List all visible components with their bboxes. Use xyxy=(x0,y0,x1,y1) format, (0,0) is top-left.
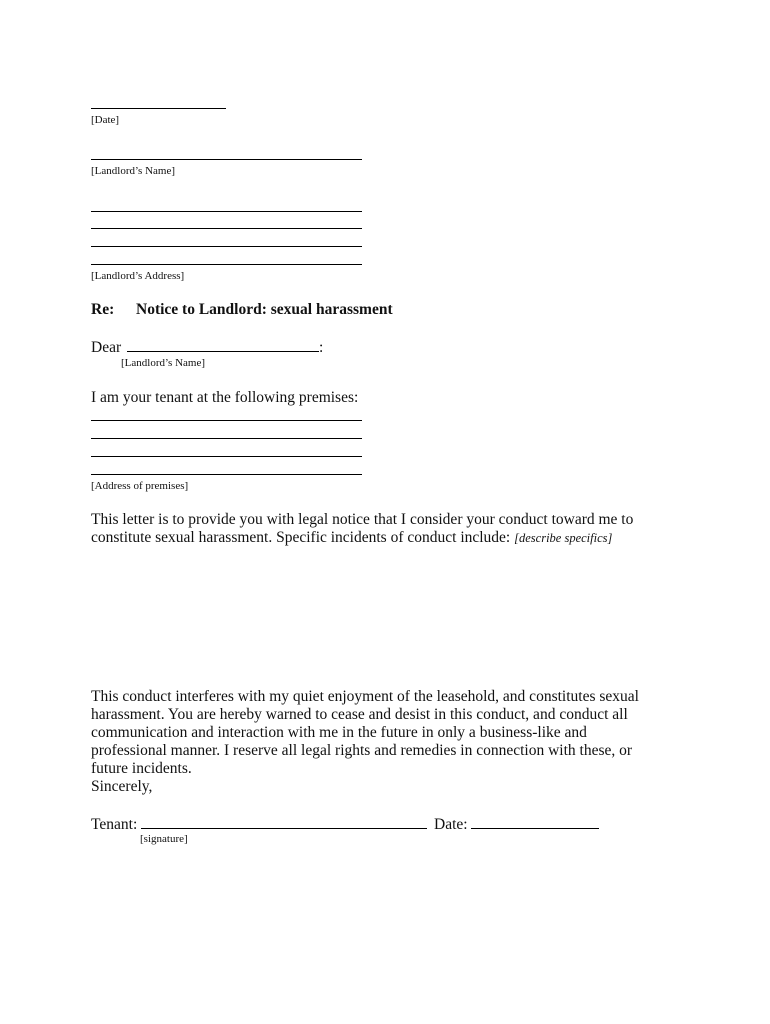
dear-name-label: [Landlord’s Name] xyxy=(121,357,205,369)
tenant-signature-row xyxy=(91,814,599,834)
premises-line-2[interactable] xyxy=(91,438,362,439)
landlord-address-line-1[interactable] xyxy=(91,211,362,212)
landlord-address-line-4[interactable] xyxy=(91,264,362,265)
tenant-signature-line[interactable] xyxy=(141,814,427,829)
date-field-label: Date: xyxy=(434,816,468,833)
date-field-line[interactable] xyxy=(471,814,599,829)
landlord-address-line-2[interactable] xyxy=(91,228,362,229)
premises-intro: I am your tenant at the following premises: xyxy=(91,389,359,406)
premises-line-4[interactable] xyxy=(91,474,362,475)
premises-line-1[interactable] xyxy=(91,420,362,421)
premises-line-3[interactable] xyxy=(91,456,362,457)
interference-paragraph: This conduct interferes with my quiet enjoyment of the leasehold, and constitutes sexual harassment. You are hereby warned to cease and desist in this conduct, and conduct all communication and interaction with me in the future in only a business-like and professional manner. I reserve all legal rights and remedies in connection with these, or future incidents. xyxy=(91,688,639,777)
tenant-label: Tenant: xyxy=(91,816,138,833)
dear-colon: : xyxy=(319,339,324,356)
dear-name-line[interactable] xyxy=(127,337,319,352)
signature-label: [signature] xyxy=(140,833,188,845)
notice-paragraph xyxy=(91,511,691,547)
re-prefix: Re: xyxy=(91,301,115,318)
notice-text: This letter is to provide you with legal notice that I consider your conduct toward me to constitute sexual harassment. Specific incidents of conduct include: xyxy=(91,511,634,546)
landlord-address-label: [Landlord’s Address] xyxy=(91,270,185,282)
landlord-address-line-3[interactable] xyxy=(91,246,362,247)
landlord-name-label: [Landlord’s Name] xyxy=(91,165,175,177)
landlord-name-line[interactable] xyxy=(91,159,362,160)
dear-prefix: Dear xyxy=(91,339,122,356)
date-label: [Date] xyxy=(91,114,120,126)
closing: Sincerely, xyxy=(91,778,153,795)
premises-label: [Address of premises] xyxy=(91,480,189,492)
salutation xyxy=(91,337,323,357)
re-subject: Notice to Landlord: sexual harassment xyxy=(136,301,393,318)
date-line[interactable] xyxy=(91,108,226,109)
notice-placeholder: [describe specifics] xyxy=(514,531,613,545)
